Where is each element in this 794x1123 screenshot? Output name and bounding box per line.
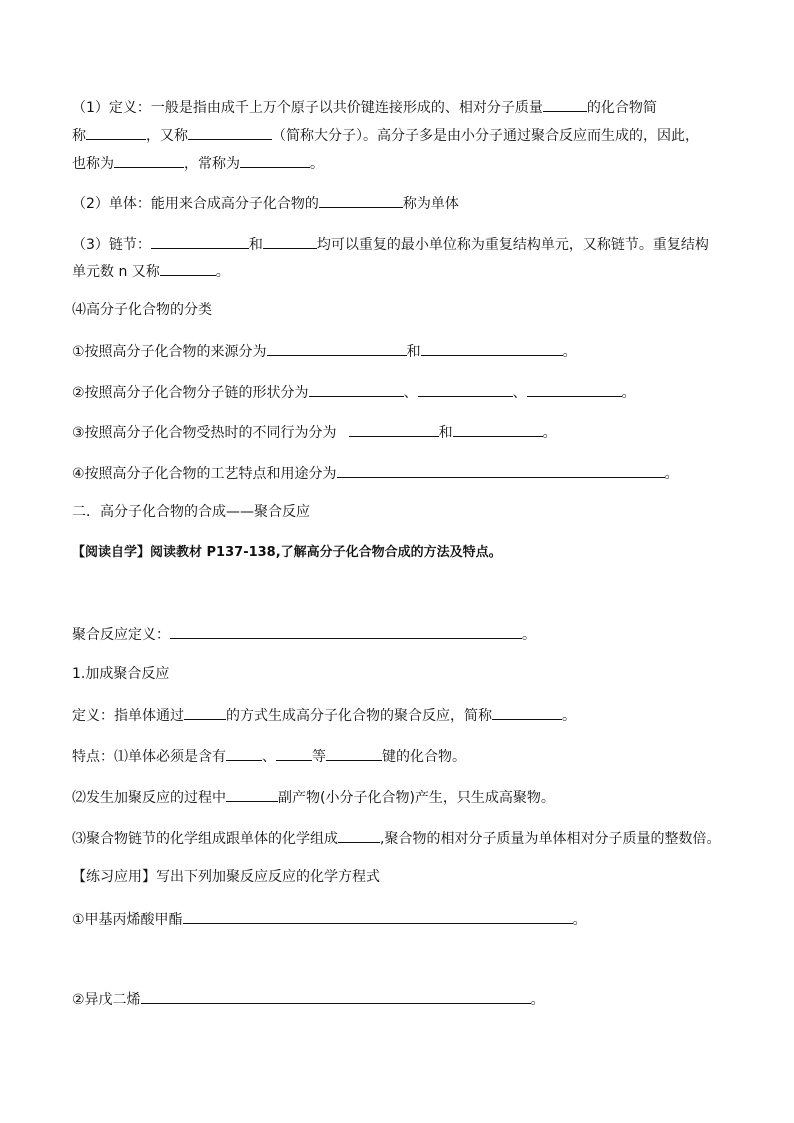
addition-definition — [72, 704, 576, 726]
text: 也称为 — [72, 156, 114, 172]
text: ②按照高分子化合物分子链的形状分为 — [72, 385, 309, 401]
text: 、 — [262, 749, 276, 765]
text: 。 — [522, 627, 536, 643]
text: 和 — [406, 344, 421, 360]
text: 、 — [512, 385, 527, 401]
fill-blank[interactable] — [226, 786, 278, 802]
text: ,聚合物的相对分子质量为单体相对分子质量的整数倍。 — [380, 831, 721, 847]
text: 的方式生成高分子化合物的聚合反应，简称 — [226, 708, 492, 724]
monomer-line — [72, 192, 459, 214]
reading-instruction: 【阅读自学】阅读教材 P137-138,了解高分子化合物合成的方法及特点。 — [72, 545, 502, 560]
practice-item-2 — [72, 988, 545, 1010]
fill-blank[interactable] — [183, 908, 573, 924]
practice-item-1 — [72, 908, 587, 930]
fill-blank[interactable] — [240, 152, 310, 168]
text: ②异戊二烯 — [72, 992, 141, 1008]
chain-line-2 — [72, 260, 230, 282]
addition-polymerization-title: 1.加成聚合反应 — [72, 666, 170, 682]
fill-blank[interactable] — [170, 623, 522, 639]
text: 。 — [562, 708, 576, 724]
fill-blank[interactable] — [543, 96, 587, 112]
text: 。 — [530, 992, 545, 1008]
fill-blank[interactable] — [276, 745, 312, 761]
text: 称 — [72, 128, 86, 144]
classify-item-1 — [72, 340, 577, 362]
definition-line-1 — [72, 96, 657, 118]
practice-title: 【练习应用】写出下列加聚反应反应的化学方程式 — [72, 869, 380, 885]
text: 。 — [562, 344, 577, 360]
text: 。 — [542, 425, 557, 441]
fill-blank[interactable] — [267, 340, 407, 356]
fill-blank[interactable] — [151, 233, 249, 249]
text: 的化合物简 — [586, 100, 657, 116]
text: 、 — [403, 385, 418, 401]
definition-line-3 — [72, 152, 324, 174]
definition-line-2 — [72, 124, 699, 146]
addition-feature-1 — [72, 745, 466, 767]
fill-blank[interactable] — [319, 192, 403, 208]
section-2-title: 二．高分子化合物的合成——聚合反应 — [72, 504, 310, 520]
fill-blank[interactable] — [326, 745, 382, 761]
text: （2）单体：能用来合成高分子化合物的 — [72, 196, 319, 212]
text: ，常称为 — [184, 156, 240, 172]
text: 。 — [215, 264, 230, 280]
classify-item-2 — [72, 381, 636, 403]
chain-line-1 — [72, 233, 709, 255]
text: 副产物(小分子化合物)产生，只生成高聚物。 — [278, 790, 555, 806]
classify-title: ⑷高分子化合物的分类 — [72, 302, 212, 318]
text: 。 — [310, 156, 324, 172]
fill-blank[interactable] — [160, 260, 216, 276]
text: 聚合反应定义： — [72, 627, 170, 643]
text: ⑵发生加聚反应的过程中 — [72, 790, 226, 806]
polymerization-definition — [72, 623, 536, 645]
text: ，又称 — [146, 128, 188, 144]
fill-blank[interactable] — [141, 988, 531, 1004]
fill-blank[interactable] — [184, 704, 226, 720]
fill-blank[interactable] — [337, 462, 665, 478]
text: （3）链节： — [72, 237, 151, 253]
text: 。 — [664, 466, 679, 482]
fill-blank[interactable] — [527, 381, 622, 397]
addition-feature-2 — [72, 786, 555, 808]
fill-blank[interactable] — [492, 704, 562, 720]
fill-blank[interactable] — [114, 152, 184, 168]
fill-blank[interactable] — [263, 233, 317, 249]
text: ③按照高分子化合物受热时的不同行为分为 — [72, 425, 337, 441]
text: 等 — [312, 749, 326, 765]
addition-feature-3 — [72, 827, 720, 849]
text: ①按照高分子化合物的来源分为 — [72, 344, 267, 360]
fill-blank[interactable] — [418, 381, 513, 397]
classify-item-4 — [72, 462, 679, 484]
text: 单元数 n 又称 — [72, 264, 160, 280]
text: 键的化合物。 — [382, 749, 466, 765]
fill-blank[interactable] — [226, 745, 262, 761]
text: （简称大分子）。高分子多是由小分子通过聚合反应而生成的，因此， — [272, 128, 699, 144]
fill-blank[interactable] — [338, 827, 380, 843]
text: 定义：指单体通过 — [72, 708, 184, 724]
text: 和 — [248, 237, 263, 253]
fill-blank[interactable] — [421, 340, 563, 356]
text: 。 — [572, 912, 587, 928]
text: 均可以重复的最小单位称为重复结构单元，又称链节。重复结构 — [316, 237, 709, 253]
fill-blank[interactable] — [453, 421, 543, 437]
text: 特点：⑴单体必须是含有 — [72, 749, 226, 765]
text: ④按照高分子化合物的工艺特点和用途分为 — [72, 466, 337, 482]
classify-item-3 — [72, 421, 557, 443]
fill-blank[interactable] — [86, 124, 146, 140]
fill-blank[interactable] — [309, 381, 404, 397]
text: 。 — [621, 385, 636, 401]
text: ⑶聚合物链节的化学组成跟单体的化学组成 — [72, 831, 338, 847]
text: 和 — [438, 425, 453, 441]
text: 称为单体 — [402, 196, 459, 212]
text: （1）定义：一般是指由成千上万个原子以共价键连接形成的、相对分子质量 — [72, 100, 543, 116]
fill-blank[interactable] — [188, 124, 272, 140]
fill-blank[interactable] — [349, 421, 439, 437]
text: ①甲基丙烯酸甲酯 — [72, 912, 183, 928]
